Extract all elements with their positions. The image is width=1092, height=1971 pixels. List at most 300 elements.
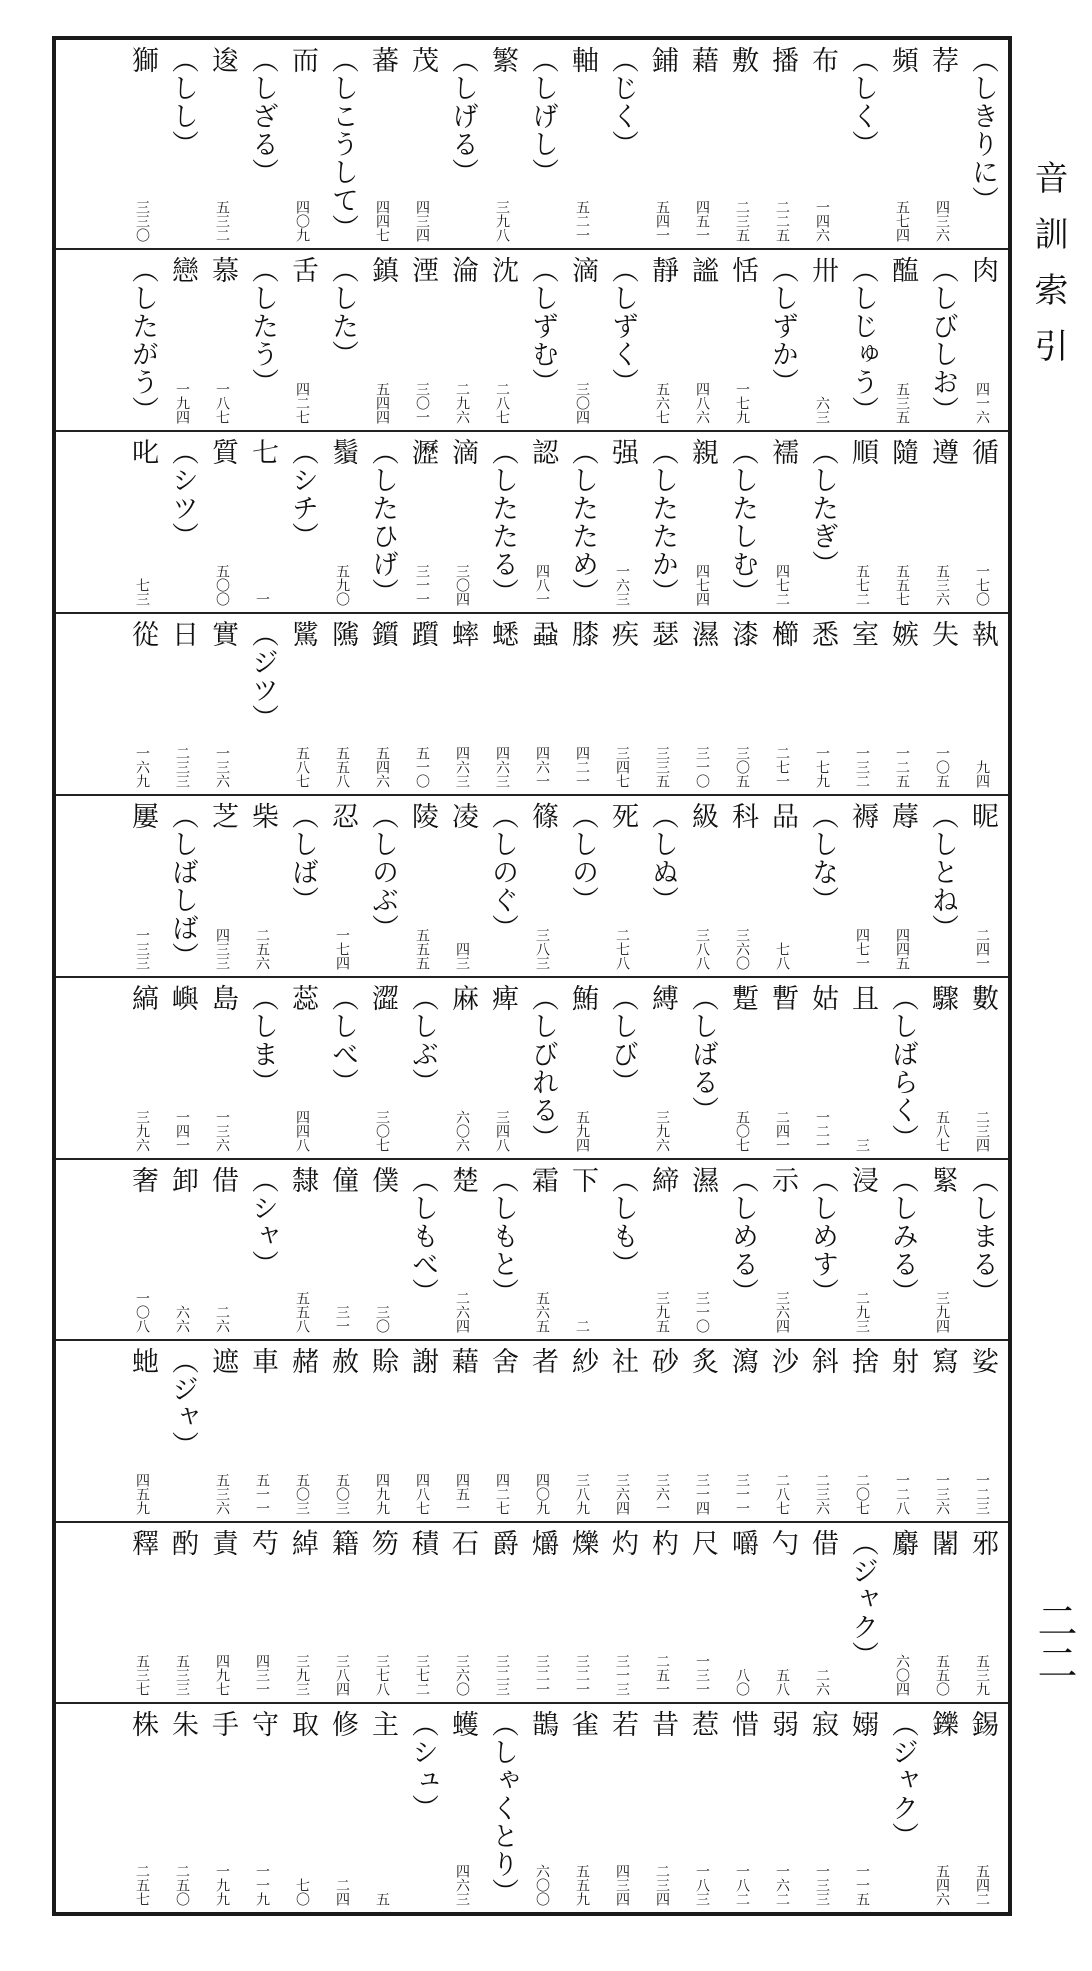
- kanji-entry: 締: [647, 1165, 678, 1194]
- page-reference: 三一三: [614, 1654, 630, 1696]
- kanji-entry: 醢: [887, 256, 918, 284]
- index-entry: [842, 46, 882, 248]
- page-reference: 五四二: [974, 1864, 990, 1906]
- index-entry: [602, 1166, 642, 1340]
- index-entry: [722, 802, 762, 976]
- index-entry: [762, 46, 802, 248]
- page-reference: 五三二: [214, 200, 230, 242]
- index-entry: [242, 620, 282, 794]
- page-reference: 五三九: [974, 1654, 990, 1696]
- index-entry: [122, 438, 162, 612]
- kanji-entry: 蝨: [527, 620, 558, 648]
- page-reference: 一三六: [214, 745, 230, 788]
- index-entry: [642, 802, 682, 976]
- page-reference: 四八六: [694, 382, 710, 424]
- page-reference: 五一一: [254, 1472, 270, 1515]
- index-entry: [602, 438, 642, 612]
- kanji-entry: 積: [407, 1528, 438, 1557]
- index-entry: [962, 256, 1002, 430]
- kanji-entry: 釋: [127, 1528, 158, 1557]
- index-entry: [722, 1529, 762, 1703]
- page-reference: 四九七: [214, 1654, 230, 1696]
- reading-heading: （しのぐ）: [487, 801, 518, 942]
- kanji-entry: 麝: [887, 1528, 918, 1557]
- index-entry: [202, 256, 242, 430]
- index-entry: [922, 620, 962, 794]
- index-entry: [802, 1347, 842, 1521]
- index-entry: [642, 256, 682, 430]
- kanji-entry: 蟀: [447, 620, 478, 648]
- index-entry: [362, 1347, 402, 1521]
- kanji-entry: 斜: [807, 1347, 838, 1375]
- kanji-entry: 朱: [167, 1710, 198, 1738]
- index-entry: [482, 256, 522, 430]
- index-entry: [562, 1710, 602, 1912]
- page-reference: 三六〇: [454, 1654, 470, 1696]
- page-reference: 四八七: [414, 1472, 430, 1515]
- index-entry: [642, 620, 682, 794]
- index-entry: [682, 438, 722, 612]
- page-reference: 五三五: [894, 382, 910, 424]
- kanji-entry: 實: [207, 620, 238, 648]
- page-reference: 五八七: [934, 1109, 950, 1152]
- page-reference: 五五八: [334, 745, 350, 788]
- index-entry: [562, 46, 602, 248]
- index-entry: [242, 802, 282, 976]
- page-reference: 六〇〇: [534, 1864, 550, 1906]
- page-reference: 四五一: [454, 1472, 470, 1515]
- index-entry: [562, 1529, 602, 1703]
- index-entry: [322, 256, 362, 430]
- kanji-entry: 射: [887, 1347, 918, 1375]
- page-reference: 四〇九: [534, 1472, 550, 1515]
- index-entry: [642, 1529, 682, 1703]
- page-reference: 四八一: [534, 564, 550, 606]
- index-entry: [522, 46, 562, 248]
- index-entry: [842, 1347, 882, 1521]
- index-entry: [322, 1529, 362, 1703]
- page-reference: 三八四: [334, 1654, 350, 1696]
- page-reference: 一六三: [614, 564, 630, 606]
- page-reference: 三四八: [494, 1109, 510, 1152]
- index-entry: [602, 802, 642, 976]
- kanji-entry: 嫋: [847, 1710, 878, 1738]
- index-entry: [322, 984, 362, 1158]
- page-reference: 二二五: [774, 200, 790, 242]
- index-entry: [562, 984, 602, 1158]
- page-reference: 五三六: [934, 564, 950, 606]
- page-reference: 三一一: [414, 564, 430, 606]
- reading-heading: （しく）: [847, 46, 878, 158]
- index-entry: [202, 620, 242, 794]
- kanji-entry: 隲: [327, 620, 358, 648]
- page-reference: 三〇: [374, 1305, 390, 1333]
- index-entry: [202, 1347, 242, 1521]
- kanji-entry: 下: [567, 1165, 598, 1194]
- index-entry: [882, 256, 922, 430]
- index-entry: [922, 984, 962, 1158]
- page-reference: 一六二: [774, 1864, 790, 1906]
- kanji-entry: 叱: [127, 438, 158, 466]
- index-entry: [722, 438, 762, 612]
- kanji-entry: 鎮: [367, 256, 398, 284]
- kanji-entry: 日: [167, 620, 198, 648]
- index-entry: [602, 984, 642, 1158]
- page-reference: 二八七: [494, 382, 510, 424]
- page-reference: 一九九: [214, 1864, 230, 1906]
- kanji-entry: 膝: [567, 620, 598, 648]
- page-reference: 四三六: [934, 200, 950, 242]
- kanji-entry: 褥: [847, 801, 878, 830]
- index-entry: [882, 1347, 922, 1521]
- page-reference: 二〇七: [854, 1472, 870, 1515]
- index-entry: [362, 1166, 402, 1340]
- kanji-entry: 謐: [687, 256, 718, 284]
- page-reference: 三一: [334, 1305, 350, 1333]
- index-entry: [522, 1710, 562, 1912]
- kanji-entry: 鑠: [927, 1710, 958, 1738]
- page-reference: 六〇四: [894, 1654, 910, 1696]
- index-band: [56, 1523, 1008, 1705]
- index-entry: [642, 984, 682, 1158]
- reading-heading: （しぶ）: [407, 983, 438, 1096]
- page-reference: 七三: [134, 578, 150, 606]
- index-entry: [842, 256, 882, 430]
- kanji-entry: 縞: [127, 983, 158, 1012]
- page-reference: 三九六: [134, 1109, 150, 1152]
- index-entry: [122, 1529, 162, 1703]
- index-entry: [962, 1166, 1002, 1340]
- reading-heading: （しのぶ）: [367, 801, 398, 942]
- page-reference: 三三五: [654, 745, 670, 788]
- page-reference: 二七一: [774, 745, 790, 788]
- index-entry: [762, 984, 802, 1158]
- kanji-entry: 若: [607, 1710, 638, 1738]
- page-reference: 一〇五: [934, 745, 950, 788]
- page-reference: 三〇四: [574, 382, 590, 424]
- index-entry: [402, 46, 442, 248]
- page-reference: 一一五: [854, 1864, 870, 1906]
- kanji-entry: 滴: [567, 256, 598, 284]
- reading-heading: （しの）: [567, 801, 598, 914]
- kanji-entry: 陵: [407, 801, 438, 830]
- page-reference: 一二一: [814, 1109, 830, 1152]
- kanji-entry: 淪: [447, 256, 478, 284]
- page-reference: 一七九: [734, 382, 750, 424]
- index-entry: [362, 1529, 402, 1703]
- kanji-entry: 緊: [927, 1165, 958, 1194]
- reading-heading: （しとね）: [927, 801, 958, 942]
- index-entry: [402, 1347, 442, 1521]
- kanji-entry: 昵: [967, 801, 998, 830]
- kanji-entry: 悉: [807, 620, 838, 648]
- page-number: 二二: [1031, 1600, 1077, 1684]
- index-entry: [362, 802, 402, 976]
- reading-heading: （シチ）: [287, 438, 318, 550]
- reading-heading: （しめる）: [727, 1165, 758, 1306]
- index-entry: [322, 46, 362, 248]
- index-entry: [482, 438, 522, 612]
- kanji-entry: 獅: [127, 46, 158, 74]
- index-entry: [482, 1347, 522, 1521]
- index-entry: [402, 620, 442, 794]
- kanji-entry: 肉: [967, 256, 998, 284]
- kanji-entry: 蹔: [727, 983, 758, 1012]
- index-entry: [282, 1166, 322, 1340]
- index-entry: [442, 802, 482, 976]
- reading-heading: （しざる）: [247, 46, 278, 186]
- reading-heading: （したがう）: [127, 256, 158, 424]
- page-reference: 五五八: [294, 1291, 310, 1333]
- page-reference: 五八: [774, 1668, 790, 1696]
- kanji-entry: 戀: [167, 256, 198, 284]
- kanji-entry: 濕: [687, 1165, 718, 1194]
- page-reference: 五四六: [934, 1864, 950, 1906]
- page-reference: 二九六: [454, 382, 470, 424]
- reading-heading: （ジャ）: [167, 1347, 198, 1459]
- kanji-entry: 篠: [527, 801, 558, 830]
- reading-heading: （しま）: [247, 983, 278, 1096]
- kanji-entry: 柴: [247, 801, 278, 830]
- reading-heading: （じく）: [607, 46, 638, 158]
- kanji-entry: 炙: [687, 1347, 718, 1375]
- kanji-entry: 嚼: [727, 1528, 758, 1557]
- kanji-entry: 惹: [687, 1710, 718, 1738]
- page-reference: 五三三: [174, 1654, 190, 1696]
- page-reference: 二四一: [774, 1109, 790, 1152]
- reading-heading: （したひげ）: [367, 438, 398, 606]
- page-reference: 三〇四: [454, 564, 470, 606]
- reading-heading: （しまる）: [967, 1165, 998, 1306]
- kanji-entry: 爝: [527, 1528, 558, 1557]
- index-entry: [762, 256, 802, 430]
- reading-heading: （した）: [327, 256, 358, 368]
- kanji-entry: 瀝: [407, 438, 438, 466]
- reading-heading: （しじゅう）: [847, 256, 878, 424]
- index-entry: [282, 1529, 322, 1703]
- reading-heading: （したぎ）: [807, 438, 838, 578]
- page-reference: 三一〇: [694, 1291, 710, 1333]
- index-entry: [682, 984, 722, 1158]
- reading-heading: （しもと）: [487, 1165, 518, 1306]
- index-entry: [922, 802, 962, 976]
- page-reference: 四二一: [574, 745, 590, 788]
- kanji-entry: 手: [207, 1710, 238, 1738]
- kanji-entry: 娑: [967, 1347, 998, 1375]
- kanji-entry: 紗: [567, 1347, 598, 1375]
- index-entry: [802, 46, 842, 248]
- reading-heading: （しげし）: [527, 46, 558, 186]
- index-entry: [242, 1529, 282, 1703]
- index-entry: [242, 1710, 282, 1912]
- index-entry: [322, 1710, 362, 1912]
- index-entry: [642, 46, 682, 248]
- index-entry: [762, 1710, 802, 1912]
- reading-heading: （シャ）: [247, 1165, 278, 1278]
- page-reference: 四七四: [694, 564, 710, 606]
- reading-heading: （シュ）: [407, 1710, 438, 1822]
- index-entry: [562, 620, 602, 794]
- page-reference: 二五〇: [174, 1864, 190, 1906]
- kanji-entry: 靜: [647, 256, 678, 284]
- kanji-entry: 蕃: [367, 46, 398, 74]
- page-reference: 四三四: [414, 200, 430, 242]
- index-entry: [402, 984, 442, 1158]
- kanji-entry: 循: [967, 438, 998, 466]
- index-entry: [522, 1347, 562, 1521]
- page-reference: 四七二: [774, 564, 790, 606]
- kanji-entry: 逡: [207, 46, 238, 74]
- index-band: [56, 1160, 1008, 1342]
- page-reference: 四七一: [854, 927, 870, 970]
- index-entry: [162, 1529, 202, 1703]
- index-entry: [322, 620, 362, 794]
- index-entry: [802, 802, 842, 976]
- page-reference: 三四七: [614, 745, 630, 788]
- kanji-entry: 失: [927, 620, 958, 648]
- kanji-entry: 寂: [807, 1710, 838, 1738]
- kanji-entry: 室: [847, 620, 878, 648]
- page-reference: 一八三: [694, 1864, 710, 1906]
- kanji-entry: 爵: [487, 1528, 518, 1557]
- index-entry: [562, 438, 602, 612]
- index-entry: [122, 256, 162, 430]
- index-entry: [122, 46, 162, 248]
- index-entry: [762, 802, 802, 976]
- index-entry: [962, 1347, 1002, 1521]
- index-entry: [802, 620, 842, 794]
- index-entry: [442, 1529, 482, 1703]
- page-reference: 一八二: [734, 1864, 750, 1906]
- kanji-entry: 爍: [567, 1528, 598, 1557]
- index-band: [56, 40, 1008, 250]
- page-reference: 三六四: [614, 1472, 630, 1515]
- index-entry: [962, 438, 1002, 612]
- index-entry: [522, 438, 562, 612]
- index-band: [56, 978, 1008, 1160]
- kanji-entry: 霜: [527, 1165, 558, 1194]
- kanji-entry: 勺: [767, 1528, 798, 1557]
- index-entry: [882, 46, 922, 248]
- kanji-entry: 藉: [447, 1347, 478, 1375]
- index-entry: [722, 1166, 762, 1340]
- index-entry: [282, 1347, 322, 1521]
- kanji-entry: 滴: [447, 438, 478, 466]
- kanji-entry: 敷: [727, 46, 758, 74]
- index-entry: [242, 256, 282, 430]
- reading-heading: （しべ）: [327, 983, 358, 1096]
- index-entry: [242, 1347, 282, 1521]
- page-reference: 五四一: [654, 200, 670, 242]
- index-entry: [522, 802, 562, 976]
- reading-heading: （しげる）: [447, 46, 478, 186]
- page-reference: 三八九: [574, 1472, 590, 1515]
- index-entry: [562, 802, 602, 976]
- kanji-entry: 從: [127, 620, 158, 648]
- index-entry: [642, 1347, 682, 1521]
- page-reference: 四九九: [374, 1472, 390, 1515]
- index-entry: [122, 620, 162, 794]
- page-reference: 二六: [214, 1305, 230, 1333]
- kanji-entry: 澀: [367, 983, 398, 1012]
- index-entry: [642, 438, 682, 612]
- page-reference: 二五一: [654, 1654, 670, 1696]
- index-entry: [762, 1166, 802, 1340]
- page-reference: 一二五: [894, 745, 910, 788]
- page-reference: 一三三: [814, 1864, 830, 1906]
- index-entry: [242, 1166, 282, 1340]
- kanji-entry: 杓: [647, 1528, 678, 1557]
- page-reference: 四六三: [494, 745, 510, 788]
- page-reference: 三六一: [654, 1472, 670, 1515]
- kanji-entry: 尺: [687, 1528, 718, 1557]
- index-entry: [362, 438, 402, 612]
- kanji-entry: 赭: [287, 1347, 318, 1375]
- kanji-entry: 播: [767, 46, 798, 74]
- reading-heading: （しびしお）: [927, 256, 958, 424]
- kanji-entry: 痺: [487, 983, 518, 1012]
- reading-heading: （しきりに）: [967, 46, 998, 214]
- page-reference: 三一四: [694, 1472, 710, 1515]
- page-reference: 五五七: [894, 564, 910, 606]
- reading-heading: （しばしば）: [167, 801, 198, 970]
- page-reference: 四六一: [534, 745, 550, 788]
- kanji-entry: 科: [727, 801, 758, 830]
- index-entry: [362, 1710, 402, 1912]
- page-reference: 五七二: [854, 564, 870, 606]
- page-reference: 二: [574, 1319, 590, 1333]
- index-entry: [482, 1529, 522, 1703]
- page-reference: 三六四: [774, 1291, 790, 1333]
- kanji-entry: 舌: [287, 256, 318, 284]
- page-reference: 五四六: [374, 745, 390, 788]
- kanji-entry: 闍: [927, 1528, 958, 1557]
- index-entry: [482, 984, 522, 1158]
- page-reference: 四六三: [454, 1864, 470, 1906]
- page-reference: 五〇三: [294, 1472, 310, 1515]
- page-reference: 五四四: [374, 382, 390, 424]
- kanji-entry: 沈: [487, 256, 518, 284]
- index-entry: [442, 256, 482, 430]
- page-reference: 二九三: [854, 1291, 870, 1333]
- index-entry: [322, 1347, 362, 1521]
- index-entry: [842, 984, 882, 1158]
- kanji-entry: 慕: [207, 256, 238, 284]
- index-entry: [762, 1347, 802, 1521]
- kanji-entry: 者: [527, 1347, 558, 1375]
- page-reference: 三九四: [934, 1291, 950, 1333]
- kanji-entry: 而: [287, 46, 318, 74]
- kanji-entry: 櫛: [767, 620, 798, 648]
- index-entry: [202, 802, 242, 976]
- index-entry: [842, 1710, 882, 1912]
- kanji-entry: 石: [447, 1528, 478, 1557]
- index-entry: [122, 984, 162, 1158]
- kanji-entry: 虵: [127, 1347, 158, 1375]
- index-entry: [522, 256, 562, 430]
- page-reference: 二七八: [614, 927, 630, 970]
- reading-heading: （しば）: [287, 801, 318, 914]
- kanji-entry: 忍: [327, 801, 358, 830]
- page-reference: 一二三: [974, 1472, 990, 1515]
- index-entry: [722, 1347, 762, 1521]
- kanji-entry: 雀: [567, 1710, 598, 1738]
- index-entry: [122, 1347, 162, 1521]
- kanji-entry: 湮: [407, 256, 438, 284]
- reading-heading: （しずむ）: [527, 256, 558, 396]
- index-entry: [202, 1710, 242, 1912]
- index-entry: [762, 620, 802, 794]
